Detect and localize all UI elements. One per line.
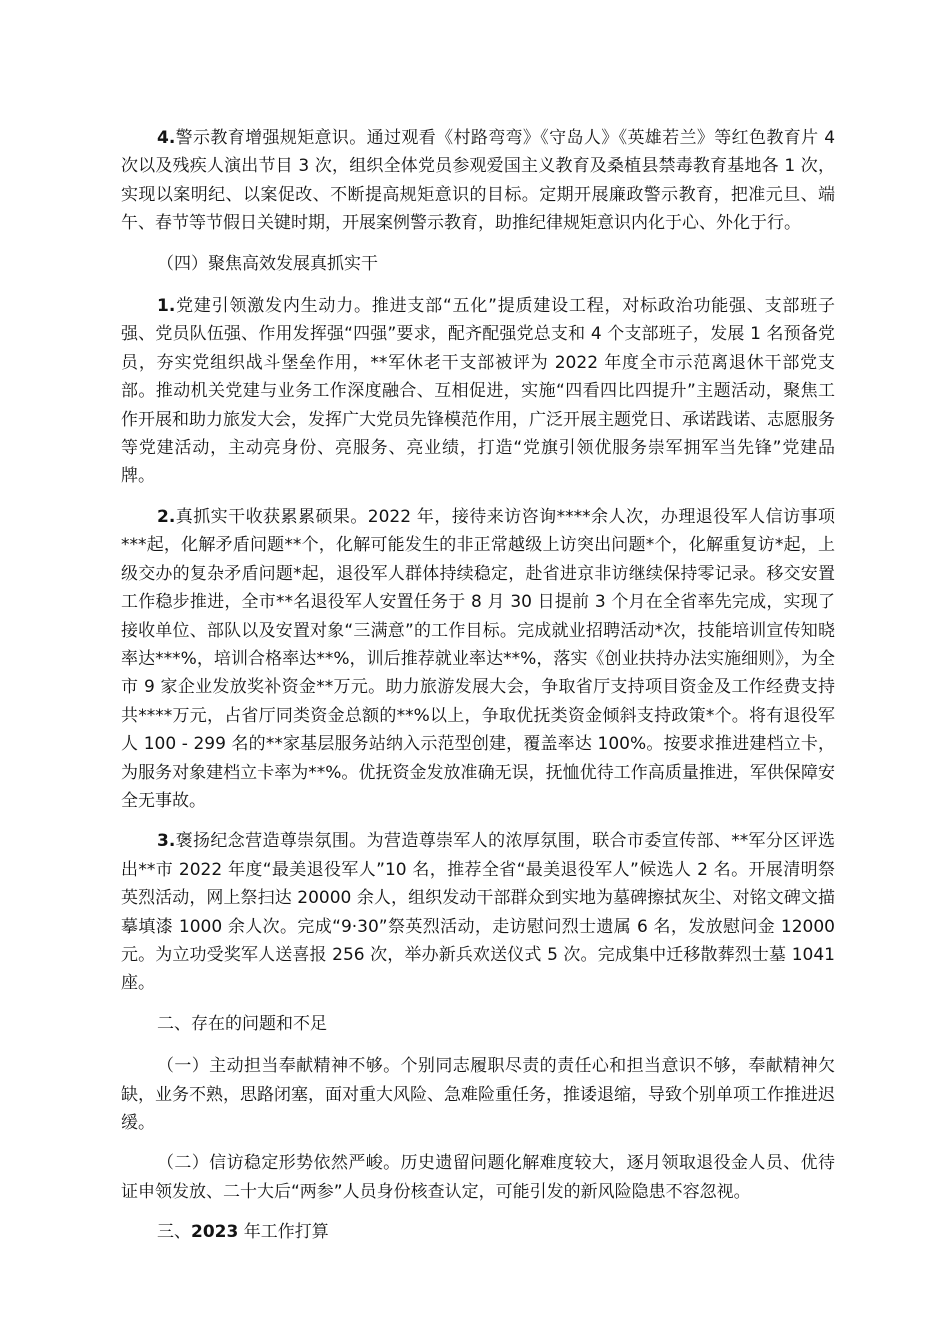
paragraph-warning-education — [121, 124, 835, 238]
paragraph-text: （一）主动担当奉献精神不够。个别同志履职尽责的责任心和担当意识不够，奉献精神欠缺，业务不熟，思路闭塞，面对重大风险、急难险重任务，推诿退缩，导致个别单项工作推进迟缓。 — [121, 1056, 835, 1133]
item-text: 2022 年，接待来访咨询****余人次，办理退役军人信访事项***起，化解矛盾问题**个，化解可能发生的非正常越级上访突出问题*个，化解重复访*起，上级交办的复杂矛盾问题*起，退役军人群体持续稳定，赴省进京非访继续保持零记录。移交安置工作稳步推进，全市**名退役军人安置任务于 8 月 30 日提前 3 个月在全省率先完成，实现了接收单位、部队以及安置对象“三满意”的工作目标。完成就业招聘活动*次，技能培训宣传知晓率达***%，培训合格率达**%，训后推荐就业率达**%，落实《创业扶持办法实施细则》，为全市 9 家企业发放奖补资金**万元。助力旅游发展大会，争取省厅支持项目资金及工作经费支持共****万元，占省厅同类资金总额的**%以上，争取优抚类资金倾斜支持政策*个。将有退役军人 100 - 299 名的**家基层服务站纳入示范型创建，覆盖率达 100%。按要求推进建档立卡，为服务对象建档立卡率为**%。优抚资金发放准确无误，抚恤优待工作高质量推进，军供保障安全无事故。 — [121, 506, 835, 811]
item-number: 1. — [157, 296, 176, 317]
heading-suffix: 年工作打算 — [238, 1222, 329, 1243]
paragraph-problem-two — [121, 1149, 835, 1206]
section-heading-problems — [121, 1010, 835, 1038]
section-heading-plan — [121, 1218, 835, 1246]
item-text: 推进支部“五化”提质建设工程，对标政治功能强、支部班子强、党员队伍强、作用发挥强“四强”要求，配齐配强党总支和 4 个支部班子，发展 1 名预备党员，夯实党组织战斗堡垒作用，**军休老干支部被评为 2022 年度全市示范离退休干部党支部。推动机关党建与业务工作深度融合、互相促进，实施“四看四比四提升”主题活动，聚焦工作开展和助力旅发大会，发挥广大党员先锋模范作用，广泛开展主题党日、承诺践诺、志愿服务等党建活动，主动亮身份、亮服务、亮业绩，打造“党旗引领优服务崇军拥军当先锋”党建品牌。 — [121, 296, 835, 487]
item-text: 为营造尊崇军人的浓厚氛围，联合市委宣传部、**军分区评选出**市 2022 年度“最美退役军人”10 名，推荐全省“最美退役军人”候选人 2 名。开展清明祭英烈活动，网上祭扫达 20000 余人，组织发动干部群众到实地为墓碑擦拭灰尘、对铭文碑文描摹填漆 1000 余人次。完成“9·30”祭英烈活动，走访慰问烈士遗属 6 名，发放慰问金 12000 元。为立功受奖军人送喜报 256 次，举办新兵欢送仪式 5 次。完成集中迁移散葬烈士墓 1041 座。 — [121, 831, 835, 994]
paragraph-commemoration — [121, 827, 835, 997]
item-number: 4. — [157, 128, 176, 148]
paragraph-achievements — [121, 503, 835, 815]
heading-text: （四）聚焦高效发展真抓实干 — [157, 253, 378, 274]
section-heading-four — [121, 250, 835, 278]
item-number: 3. — [157, 831, 176, 852]
paragraph-problem-one — [121, 1052, 835, 1137]
document-body — [121, 124, 835, 1261]
item-number: 2. — [157, 506, 176, 527]
paragraph-text: （二）信访稳定形势依然严峻。历史遗留问题化解难度较大，逐月领取退役金人员、优待证申领发放、二十大后“两参”人员身份核查认定，可能引发的新风险隐患不容忽视。 — [121, 1153, 835, 1202]
paragraph-party-building — [121, 292, 835, 491]
item-title: 真抓实干收获累累硕果。 — [175, 506, 368, 527]
item-title: 党建引领激发内生动力。 — [175, 296, 372, 317]
item-text: 通过观看《村路弯弯》《守岛人》《英雄若兰》等红色教育片 4 次以及残疾人演出节目 3 次，组织全体党员参观爱国主义教育及桑植县禁毒教育基地各 1 次，实现以案明纪、以案促改、不断提高规矩意识的目标。定期开展廉政警示教育，把准元旦、端午、春节等节假日关键时期，开展案例警示教育，助推纪律规矩意识内化于心、外化于行。 — [121, 128, 836, 234]
heading-year: 2023 — [191, 1222, 239, 1243]
item-title: 褒扬纪念营造尊崇氛围。 — [175, 831, 367, 852]
item-title: 警示教育增强规矩意识。 — [175, 128, 367, 148]
heading-prefix: 三、 — [157, 1222, 191, 1243]
heading-text: 二、存在的问题和不足 — [157, 1013, 327, 1034]
